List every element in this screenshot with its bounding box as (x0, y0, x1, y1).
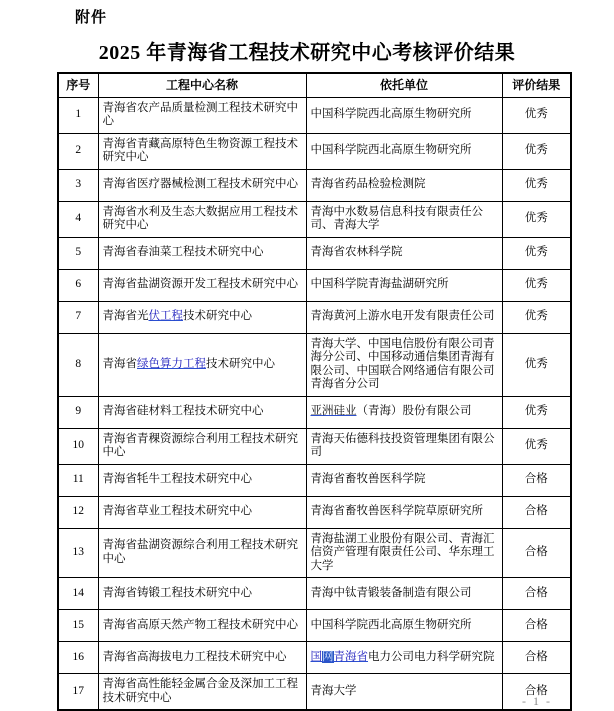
serial-cell: 3 (58, 169, 98, 201)
cell-text: 中国科学院西北高原生物研究所 (310, 618, 472, 631)
unit-cell (306, 97, 502, 133)
cell-text: 青海省农林科学院 (310, 246, 403, 259)
serial-cell: 11 (58, 464, 98, 496)
cell-text: 青海省药品检验检测院 (310, 178, 426, 191)
table-row (58, 333, 571, 396)
page-number: - 1 - (522, 694, 552, 708)
serial-cell: 9 (58, 396, 98, 428)
result-cell: 优秀 (502, 97, 571, 133)
cell-text: 中国科学院西北高原生物研究所 (310, 108, 472, 121)
cell-text: 青海天佑德科技投资管理集团有限公司 (310, 432, 495, 458)
serial-cell: 15 (58, 610, 98, 642)
center-name-cell (98, 528, 306, 578)
highlighted-text: 网 (322, 650, 334, 663)
table-row (58, 97, 571, 133)
cell-text: 青海大学 (310, 684, 357, 697)
cell-text: 青海省畜牧兽医科学院草原研究所 (310, 505, 483, 518)
serial-cell: 13 (58, 528, 98, 578)
center-name-cell (98, 333, 306, 396)
cell-text: 青海省水利及生态大数据应用工程技术研究中心 (102, 205, 298, 231)
table-row (58, 578, 571, 610)
result-cell: 优秀 (502, 237, 571, 269)
result-cell: 优秀 (502, 333, 571, 396)
unit-cell (306, 169, 502, 201)
result-cell: 优秀 (502, 396, 571, 428)
hyperlink-text[interactable]: 绿色算力工程 (137, 357, 206, 370)
result-cell: 优秀 (502, 133, 571, 169)
cell-text: 青海中水数易信息科技有限责任公司、青海大学 (310, 205, 483, 231)
cell-text: 青海盐湖工业股份有限公司、青海汇信资产管理有限责任公司、华东理工大学 (310, 532, 495, 572)
hyperlink-text[interactable]: 青海省 (333, 650, 368, 663)
center-name-cell (98, 610, 306, 642)
cell-text: 青海省畜牧兽医科学院 (310, 473, 426, 486)
cell-text: 青海中钛青锻装备制造有限公司 (310, 586, 472, 599)
column-header-unit: 依托单位 (306, 73, 502, 97)
hyperlink-text[interactable]: 国 (310, 650, 322, 663)
unit-cell (306, 269, 502, 301)
serial-cell: 12 (58, 496, 98, 528)
hyperlink-text[interactable]: 亚洲硅业 (310, 405, 357, 418)
center-name-cell (98, 428, 306, 464)
cell-text: 青海省盐湖资源综合利用工程技术研究中心 (102, 539, 298, 565)
serial-cell: 1 (58, 97, 98, 133)
unit-cell (306, 201, 502, 237)
cell-text: 电力公司电力科学研究院 (368, 650, 495, 663)
serial-cell: 14 (58, 578, 98, 610)
results-table (57, 72, 572, 711)
unit-cell (306, 464, 502, 496)
cell-text: 青海省硅材料工程技术研究中心 (102, 405, 264, 418)
table-row (58, 610, 571, 642)
cell-text: 青海省 (102, 357, 137, 370)
table-row (58, 169, 571, 201)
serial-cell: 10 (58, 428, 98, 464)
result-cell: 合格 (502, 610, 571, 642)
attachment-label: 附件 (75, 9, 108, 26)
column-header-serial: 序号 (58, 73, 98, 97)
unit-cell (306, 528, 502, 578)
unit-cell (306, 642, 502, 674)
result-cell: 合格 (502, 528, 571, 578)
table-row (58, 301, 571, 333)
cell-text: 青海省青藏高原特色生物资源工程技术研究中心 (102, 137, 298, 163)
table-row (58, 201, 571, 237)
serial-cell: 6 (58, 269, 98, 301)
result-cell: 优秀 (502, 301, 571, 333)
cell-text: 青海黄河上游水电开发有限责任公司 (310, 310, 495, 323)
center-name-cell (98, 97, 306, 133)
page-title: 2025 年青海省工程技术研究中心考核评价结果 (98, 42, 516, 64)
unit-cell (306, 133, 502, 169)
result-cell: 合格 (502, 578, 571, 610)
table-row (58, 496, 571, 528)
result-cell: 优秀 (502, 269, 571, 301)
table-row (58, 269, 571, 301)
column-header-center-name: 工程中心名称 (98, 73, 306, 97)
center-name-cell (98, 269, 306, 301)
result-cell: 优秀 (502, 428, 571, 464)
unit-cell (306, 578, 502, 610)
cell-text: 青海大学、中国电信股份有限公司青海分公司、中国移动通信集团青海有限公司、中国联合网络通信有限公司青海省分公司 (310, 337, 495, 390)
result-cell: 合格 (502, 642, 571, 674)
center-name-cell (98, 674, 306, 711)
result-cell: 优秀 (502, 201, 571, 237)
table-row (58, 237, 571, 269)
result-cell: 合格 (502, 464, 571, 496)
center-name-cell (98, 496, 306, 528)
center-name-cell (98, 396, 306, 428)
cell-text: 青海省铸锻工程技术研究中心 (102, 586, 252, 599)
serial-cell: 8 (58, 333, 98, 396)
unit-cell (306, 301, 502, 333)
cell-text: 技术研究中心 (206, 357, 275, 370)
center-name-cell (98, 578, 306, 610)
unit-cell (306, 396, 502, 428)
cell-text: 青海省光 (102, 310, 149, 323)
unit-cell (306, 333, 502, 396)
table-row (58, 642, 571, 674)
serial-cell: 16 (58, 642, 98, 674)
center-name-cell (98, 642, 306, 674)
cell-text: 中国科学院青海盐湖研究所 (310, 278, 449, 291)
center-name-cell (98, 201, 306, 237)
cell-text: 青海省高性能轻金属合金及深加工工程技术研究中心 (102, 678, 298, 704)
center-name-cell (98, 301, 306, 333)
results-table-body (58, 97, 571, 710)
unit-cell (306, 674, 502, 711)
unit-cell (306, 496, 502, 528)
serial-cell: 5 (58, 237, 98, 269)
hyperlink-text[interactable]: 伏工程 (148, 310, 183, 323)
cell-text: 青海省高海拔电力工程技术研究中心 (102, 650, 287, 663)
cell-text: 青海省牦牛工程技术研究中心 (102, 473, 252, 486)
serial-cell: 2 (58, 133, 98, 169)
result-cell: 优秀 (502, 169, 571, 201)
result-cell: 合格 (502, 674, 571, 711)
serial-cell: 17 (58, 674, 98, 711)
cell-text: 青海省农产品质量检测工程技术研究中心 (102, 101, 298, 127)
unit-cell (306, 237, 502, 269)
column-header-result: 评价结果 (502, 73, 571, 97)
unit-cell (306, 610, 502, 642)
cell-text: 青海省医疗器械检测工程技术研究中心 (102, 178, 298, 191)
center-name-cell (98, 237, 306, 269)
serial-cell: 4 (58, 201, 98, 237)
unit-cell (306, 428, 502, 464)
table-row (58, 396, 571, 428)
table-header-row (58, 73, 571, 97)
cell-text: 青海省青稞资源综合利用工程技术研究中心 (102, 432, 298, 458)
result-cell: 合格 (502, 496, 571, 528)
table-row (58, 674, 571, 711)
table-row (58, 464, 571, 496)
cell-text: 青海省春油菜工程技术研究中心 (102, 246, 264, 259)
serial-cell: 7 (58, 301, 98, 333)
center-name-cell (98, 133, 306, 169)
table-row (58, 528, 571, 578)
cell-text: （青海）股份有限公司 (356, 405, 472, 418)
cell-text: 青海省盐湖资源开发工程技术研究中心 (102, 278, 298, 291)
table-row (58, 428, 571, 464)
center-name-cell (98, 464, 306, 496)
center-name-cell (98, 169, 306, 201)
cell-text: 青海省高原天然产物工程技术研究中心 (102, 618, 298, 631)
cell-text: 技术研究中心 (183, 310, 252, 323)
cell-text: 青海省草业工程技术研究中心 (102, 505, 252, 518)
table-row (58, 133, 571, 169)
cell-text: 中国科学院西北高原生物研究所 (310, 144, 472, 157)
